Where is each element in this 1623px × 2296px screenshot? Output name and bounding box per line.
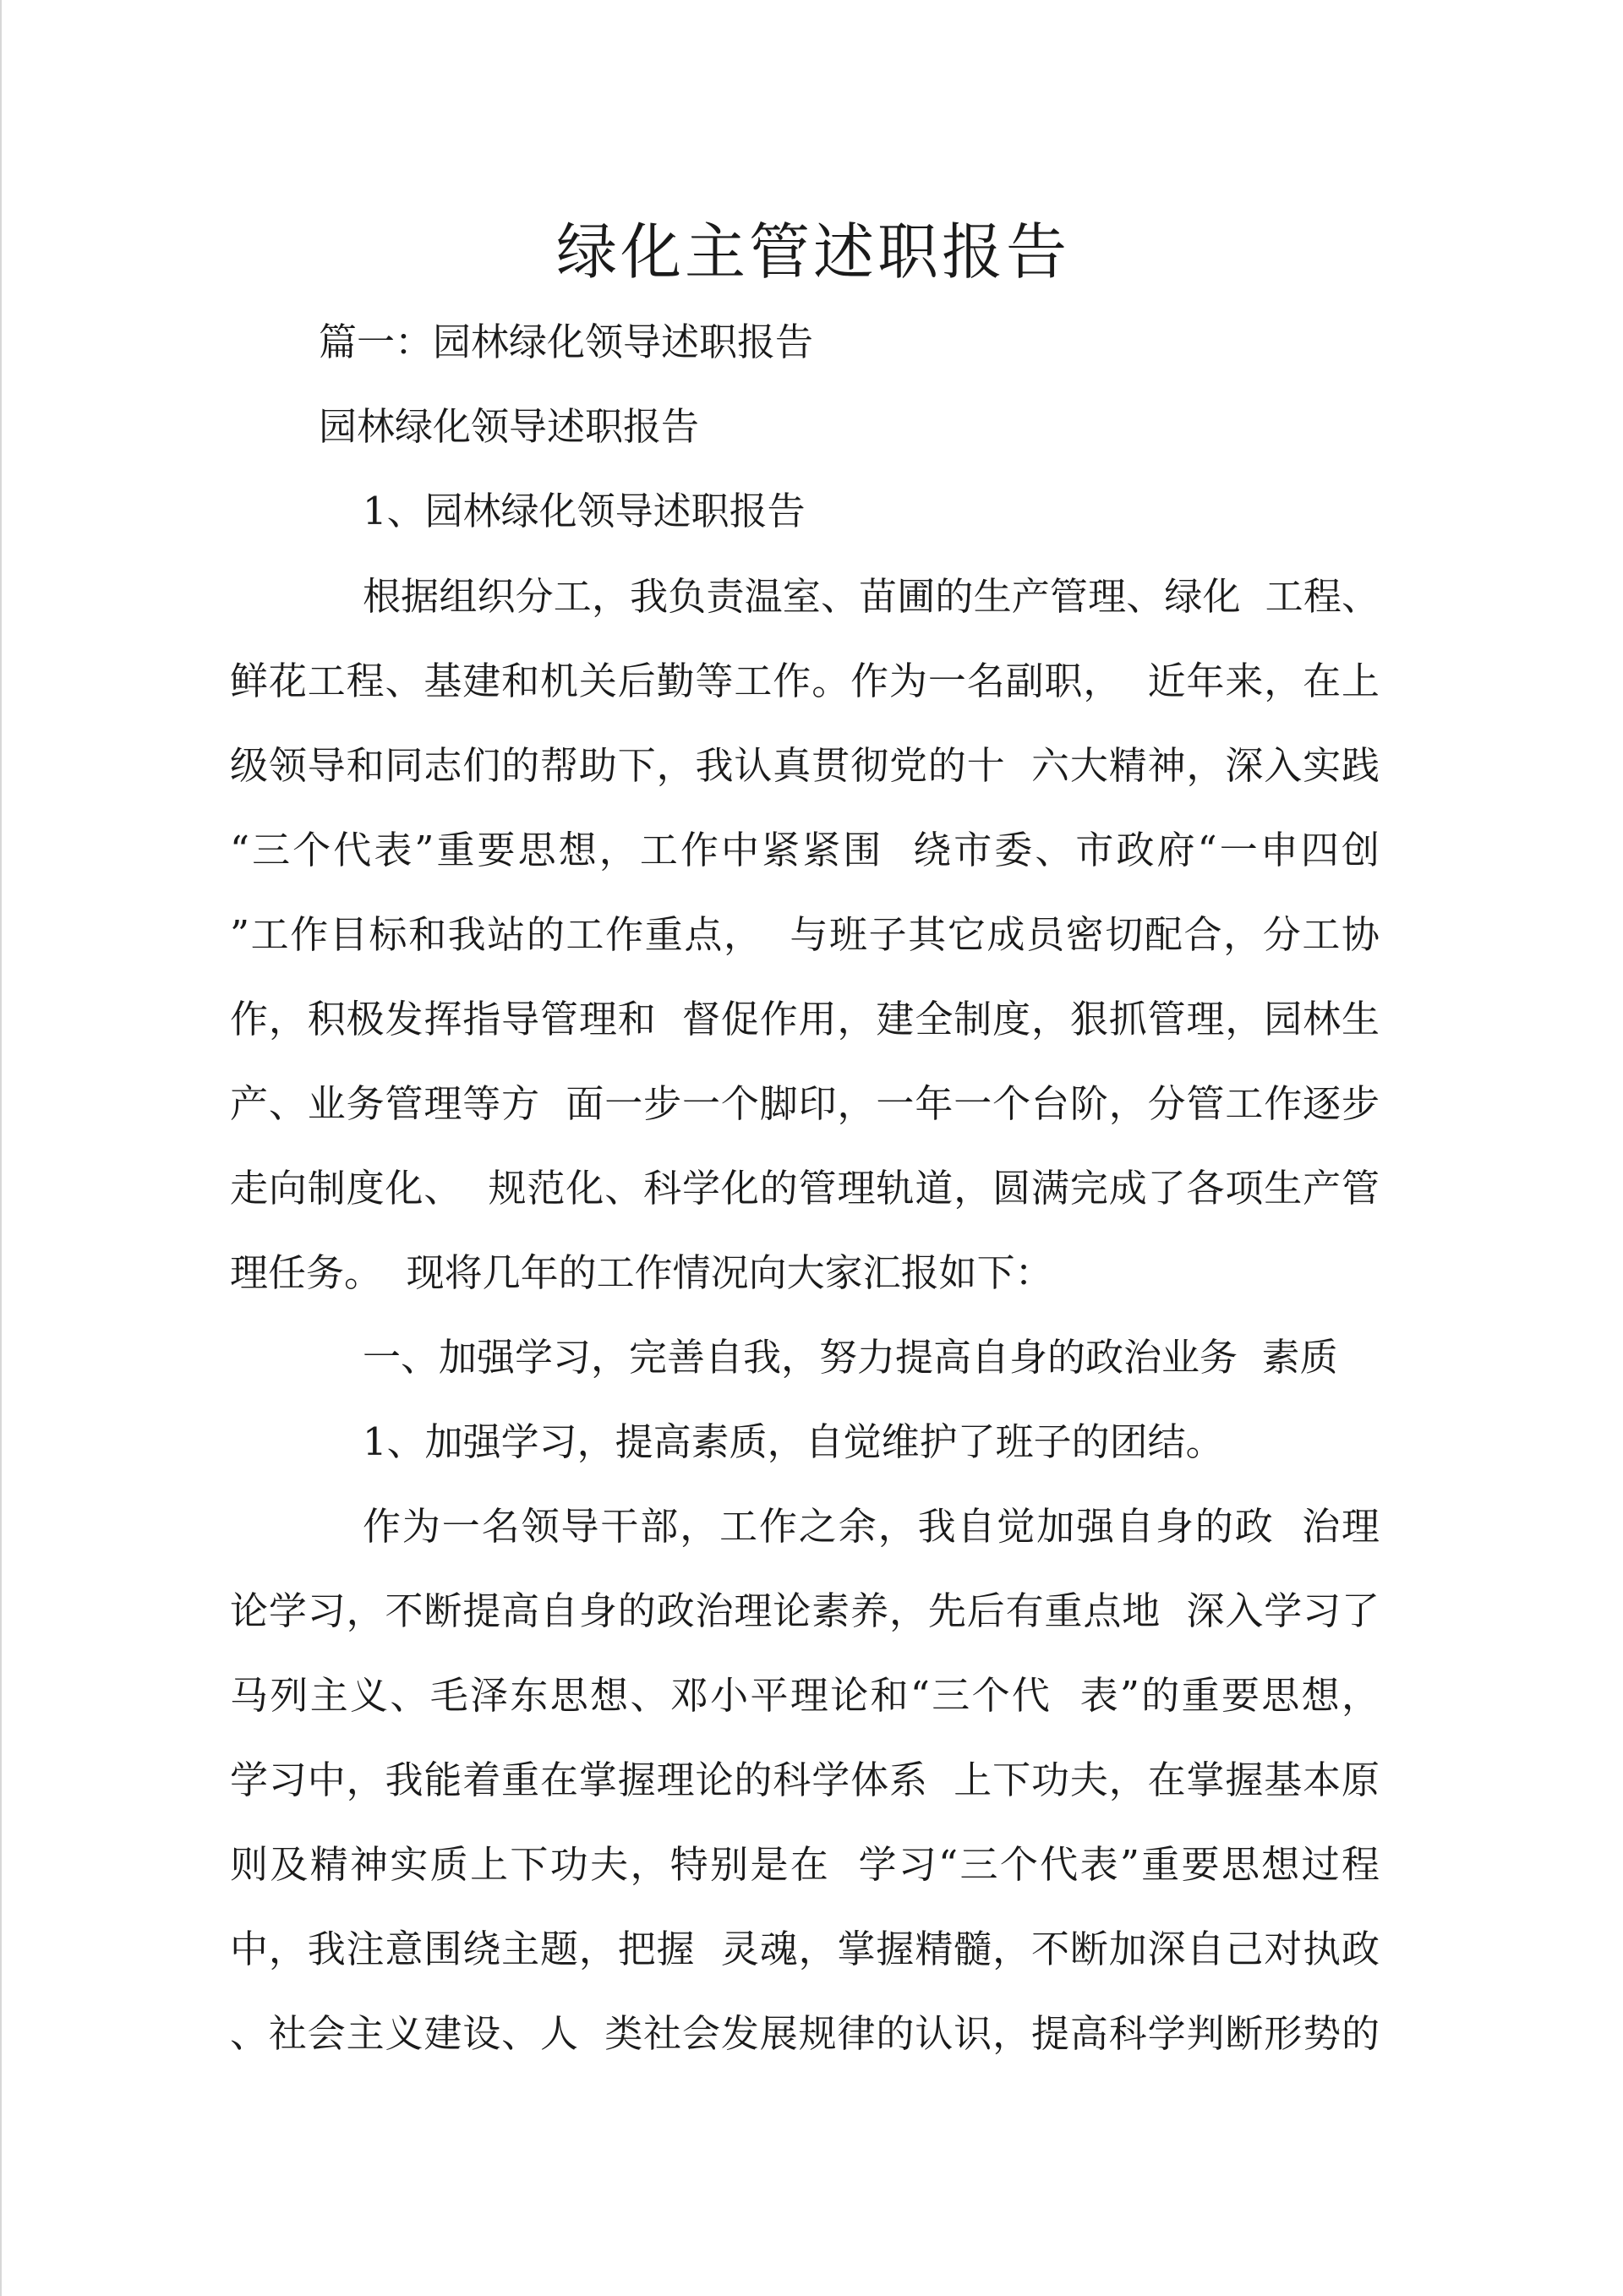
paragraph-line: “三个代表”重要思想，工作中紧紧围 绕市委、市政府“一申四创	[230, 828, 1380, 872]
paragraph-line: 理任务。 现将几年的工作情况向大家汇报如下：	[230, 1250, 1053, 1295]
section-heading: 一、加强学习，完善自我，努力提高自身的政治业务 素质	[363, 1335, 1338, 1380]
part-heading: 篇一：园林绿化领导述职报告	[319, 320, 814, 364]
paragraph-line: 走向制度化、 规范化、科学化的管理轨道，圆满完成了各项生产管	[230, 1166, 1380, 1211]
paragraph-line: 产、业务管理等方 面一步一个脚印，一年一个台阶，分管工作逐步	[230, 1081, 1380, 1126]
document-title: 绿化主管述职报告	[555, 216, 1070, 287]
sub-heading: 园林绿化领导述职报告	[319, 404, 700, 449]
section-item-heading: 1、加强学习，提高素质，自觉维护了班子的团结。	[363, 1419, 1224, 1464]
paragraph-line: 学习中，我能着重在掌握理论的科学体系 上下功夫，在掌握基本原	[230, 1758, 1380, 1802]
paragraph-line: 作为一名领导干部，工作之余，我自觉加强自身的政 治理	[363, 1504, 1380, 1549]
paragraph-line: 中，我注意围绕主题，把握 灵魂，掌握精髓，不断加深自己对执政	[230, 1927, 1380, 1971]
paragraph-line: 根据组织分工，我负责温室、苗圃的生产管理、绿化 工程、	[363, 574, 1380, 619]
item-heading: 1、园林绿化领导述职报告	[363, 489, 806, 533]
paragraph-line: 则及精神实质上下功夫，特别是在 学习“三个代表”重要思想过程	[230, 1842, 1380, 1887]
paragraph-line: 论学习，不断提高自身的政治理论素养，先后有重点地 深入学习了	[230, 1588, 1380, 1633]
paragraph-line: 级领导和同志们的帮助下，我认真贯彻党的十 六大精神，深入实践	[230, 743, 1380, 788]
paragraph-line: 鲜花工程、基建和机关后勤等工作。作为一名副职， 近年来，在上	[230, 659, 1380, 703]
paragraph-line: 作，积极发挥指导管理和 督促作用，建全制度，狠抓管理，园林生	[230, 997, 1380, 1041]
paragraph-line: 、社会主义建设、人 类社会发展规律的认识，提高科学判断形势的	[230, 2011, 1380, 2056]
paragraph-line: 马列主义、毛泽东思想、邓小平理论和“三个代 表”的重要思想，	[230, 1673, 1380, 1718]
paragraph-line: ”工作目标和我站的工作重点， 与班子其它成员密切配合，分工协	[230, 912, 1380, 957]
